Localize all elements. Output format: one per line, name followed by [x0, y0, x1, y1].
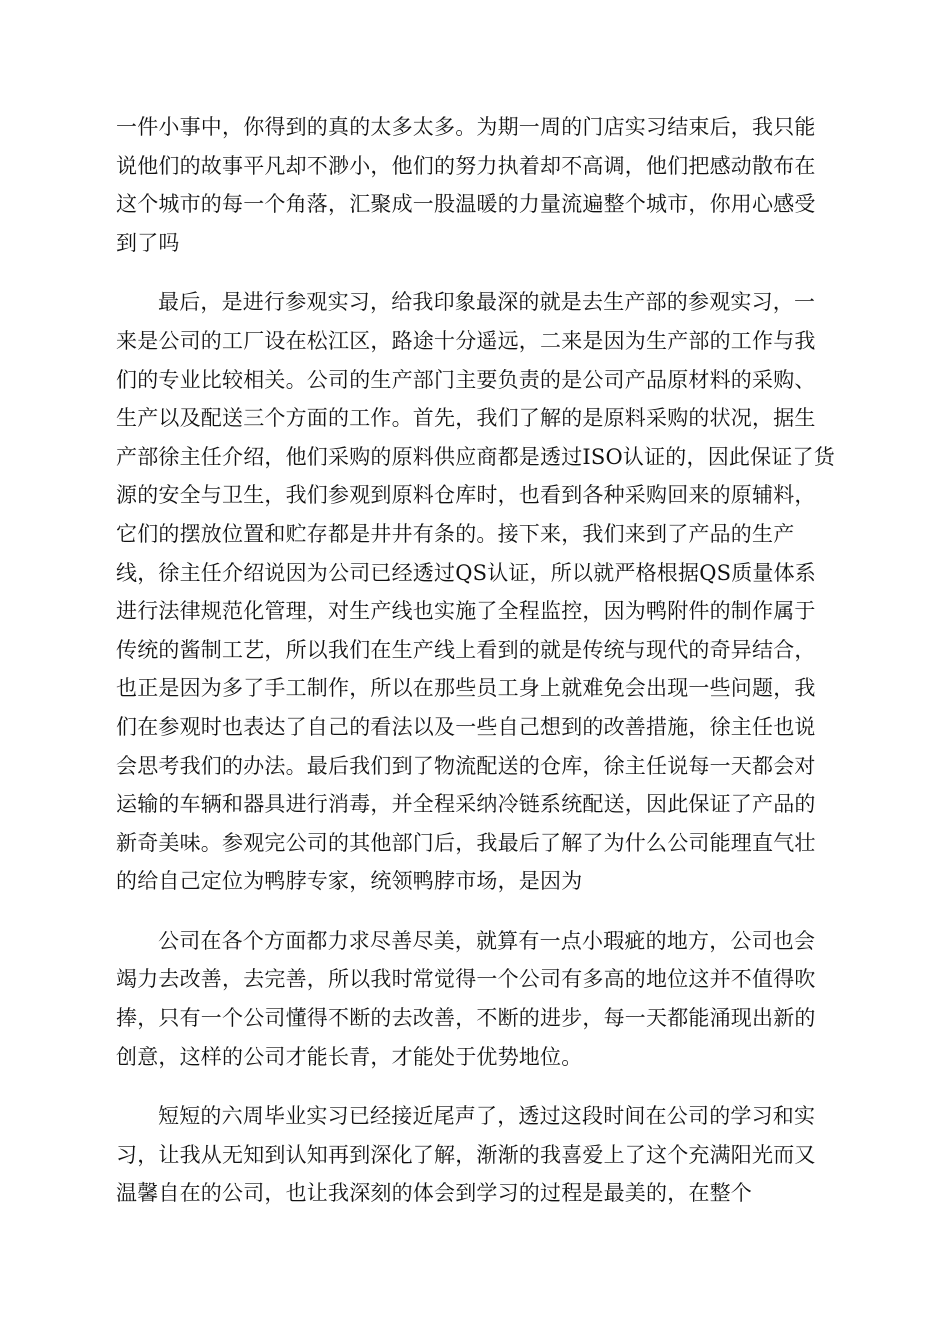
paragraph-2: 最后，是进行参观实习，给我印象最深的就是去生产部的参观实习，一来是公司的工厂设在松江区，路途十分遥远，二来是因为生产部的工作与我们的专业比较相关。公司的生产部门主要负责的是公司产品原材料的采购、生产以及配送三个方面的工作。首先，我们了解的是原料采购的状况，据生产部徐主任介绍，他们采购的原料供应商都是透过ISO认证的，因此保证了货源的安全与卫生，我们参观到原料仓库时，也看到各种采购回来的原辅料，它们的摆放位置和贮存都是井井有条的。接下来，我们来到了产品的生产线，徐主任介绍说因为公司已经透过QS认证，所以就严格根据QS质量体系进行法律规范化管理，对生产线也实施了全程监控，因为鸭附件的制作属于传统的酱制工艺，所以我们在生产线上看到的就是传统与现代的奇异结合，也正是因为多了手工制作，所以在那些员工身上就难免会出现一些问题，我们在参观时也表达了自己的看法以及一些自己想到的改善措施，徐主任也说会思考我们的办法。最后我们到了物流配送的仓库，徐主任说每一天都会对运输的车辆和器具进行消毒，并全程采纳冷链系统配送，因此保证了产品的新奇美味。参观完公司的其他部门后，我最后了解了为什么公司能理直气壮的给自己定位为鸭脖专家，统领鸭脖市场，是因为: [116, 290, 835, 894]
paragraph-4: 短短的六周毕业实习已经接近尾声了，透过这段时间在公司的学习和实习，让我从无知到认知再到深化了解，渐渐的我喜爱上了这个充满阳光而又温馨自在的公司，也让我深刻的体会到学习的过程是最美的，在整个: [116, 1104, 816, 1206]
document-body: [116, 108, 836, 1234]
paragraph-1: 一件小事中，你得到的真的太多太多。为期一周的门店实习结束后，我只能说他们的故事平凡却不渺小，他们的努力执着却不高调，他们把感动散布在这个城市的每一个角落，汇聚成一股温暖的力量流遍整个城市，你用心感受到了吗: [116, 115, 816, 255]
paragraph-3: 公司在各个方面都力求尽善尽美，就算有一点小瑕疵的地方，公司也会竭力去改善，去完善，所以我时常觉得一个公司有多高的地位这并不值得吹捧，只有一个公司懂得不断的去改善，不断的进步，每一天都能涌现出新的创意，这样的公司才能长青，才能处于优势地位。: [116, 928, 816, 1069]
